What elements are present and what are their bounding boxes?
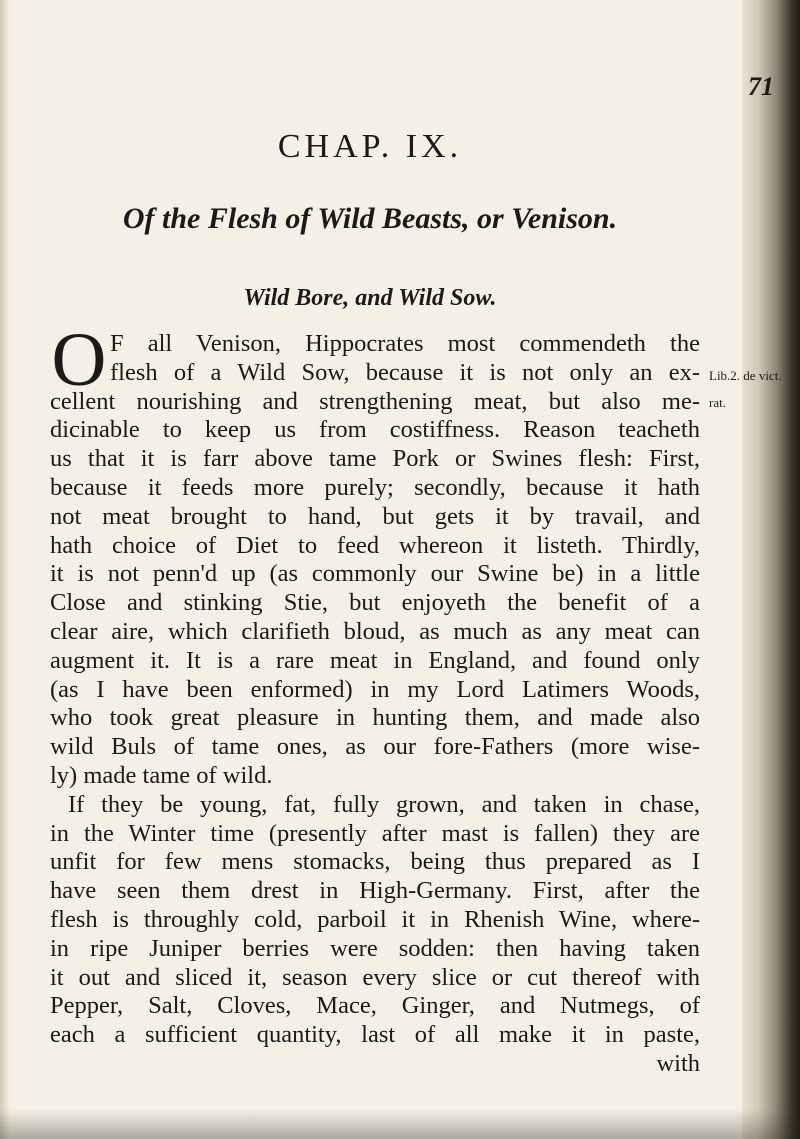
chapter-heading: CHAP. IX. [277, 128, 463, 165]
margin-note-line: Lib.2. de vict. [709, 368, 782, 383]
page-bottom-shadow [0, 1109, 800, 1139]
text-line: ly) made tame of wild. [50, 761, 273, 789]
text-line: each a sufficient quantity, last of all make it in paste, [50, 1021, 700, 1049]
text-line: in ripe Juniper berries were sodden: then having taken [50, 934, 700, 962]
catchword: with [656, 1049, 700, 1077]
text-line: not meat brought to hand, but gets it by travail, and [50, 502, 700, 530]
text-line: because it feeds more purely; secondly, because it hath [50, 473, 700, 501]
text-line: augment it. It is a rare meat in England, and found only [50, 646, 700, 674]
book-spine-shadow [742, 0, 800, 1139]
text-line: dicinable to keep us from costiffness. Reason teacheth [50, 416, 700, 444]
text-line: in the Winter time (presently after mast is fallen) they are [50, 819, 700, 847]
text-line: F all Venison, Hippocrates most commendeth the [110, 330, 700, 357]
text-line: unfit for few mens stomacks, being thus prepared as I [50, 848, 700, 876]
text-line: have seen them drest in High-Germany. First, after the [50, 877, 700, 905]
page-number: 71 [748, 72, 774, 101]
margin-note-line: rat. [709, 395, 726, 410]
text-line: us that it is farr above tame Pork or Swines flesh: First, [50, 445, 700, 473]
body-text [50, 318, 700, 1079]
text-line: hath choice of Diet to feed whereon it listeth. Thirdly, [50, 531, 700, 559]
text-line: clear aire, which clarifieth bloud, as much as any meat can [50, 617, 700, 645]
text-line: it is not penn'd up (as commonly our Swine be) in a little [50, 560, 700, 588]
text-line: flesh is throughly cold, parboil it in Rhenish Wine, where- [50, 905, 700, 933]
text-line: (as I have been enformed) in my Lord Latimers Woods, [50, 675, 700, 703]
margin-note [709, 362, 782, 416]
text-line: Close and stinking Stie, but enjoyeth the benefit of a [50, 589, 700, 617]
text-line: flesh of a Wild Sow, because it is not only an ex- [110, 358, 700, 386]
text-line: cellent nourishing and strengthening meat, but also me- [50, 387, 700, 415]
drop-capital: O [51, 318, 107, 402]
section-title: Of the Flesh of Wild Beasts, or Venison. [122, 202, 618, 235]
text-line: Pepper, Salt, Cloves, Mace, Ginger, and Nutmegs, of [50, 992, 700, 1020]
page-left-edge [0, 0, 10, 1139]
text-line: who took great pleasure in hunting them, and made also [50, 704, 700, 732]
section-subtitle: Wild Bore, and Wild Sow. [243, 285, 497, 311]
text-line: If they be young, fat, fully grown, and taken in chase, [68, 790, 700, 818]
text-line: wild Buls of tame ones, as our fore-Fathers (more wise- [50, 733, 700, 761]
text-line: it out and sliced it, season every slice or cut thereof with [50, 963, 700, 991]
